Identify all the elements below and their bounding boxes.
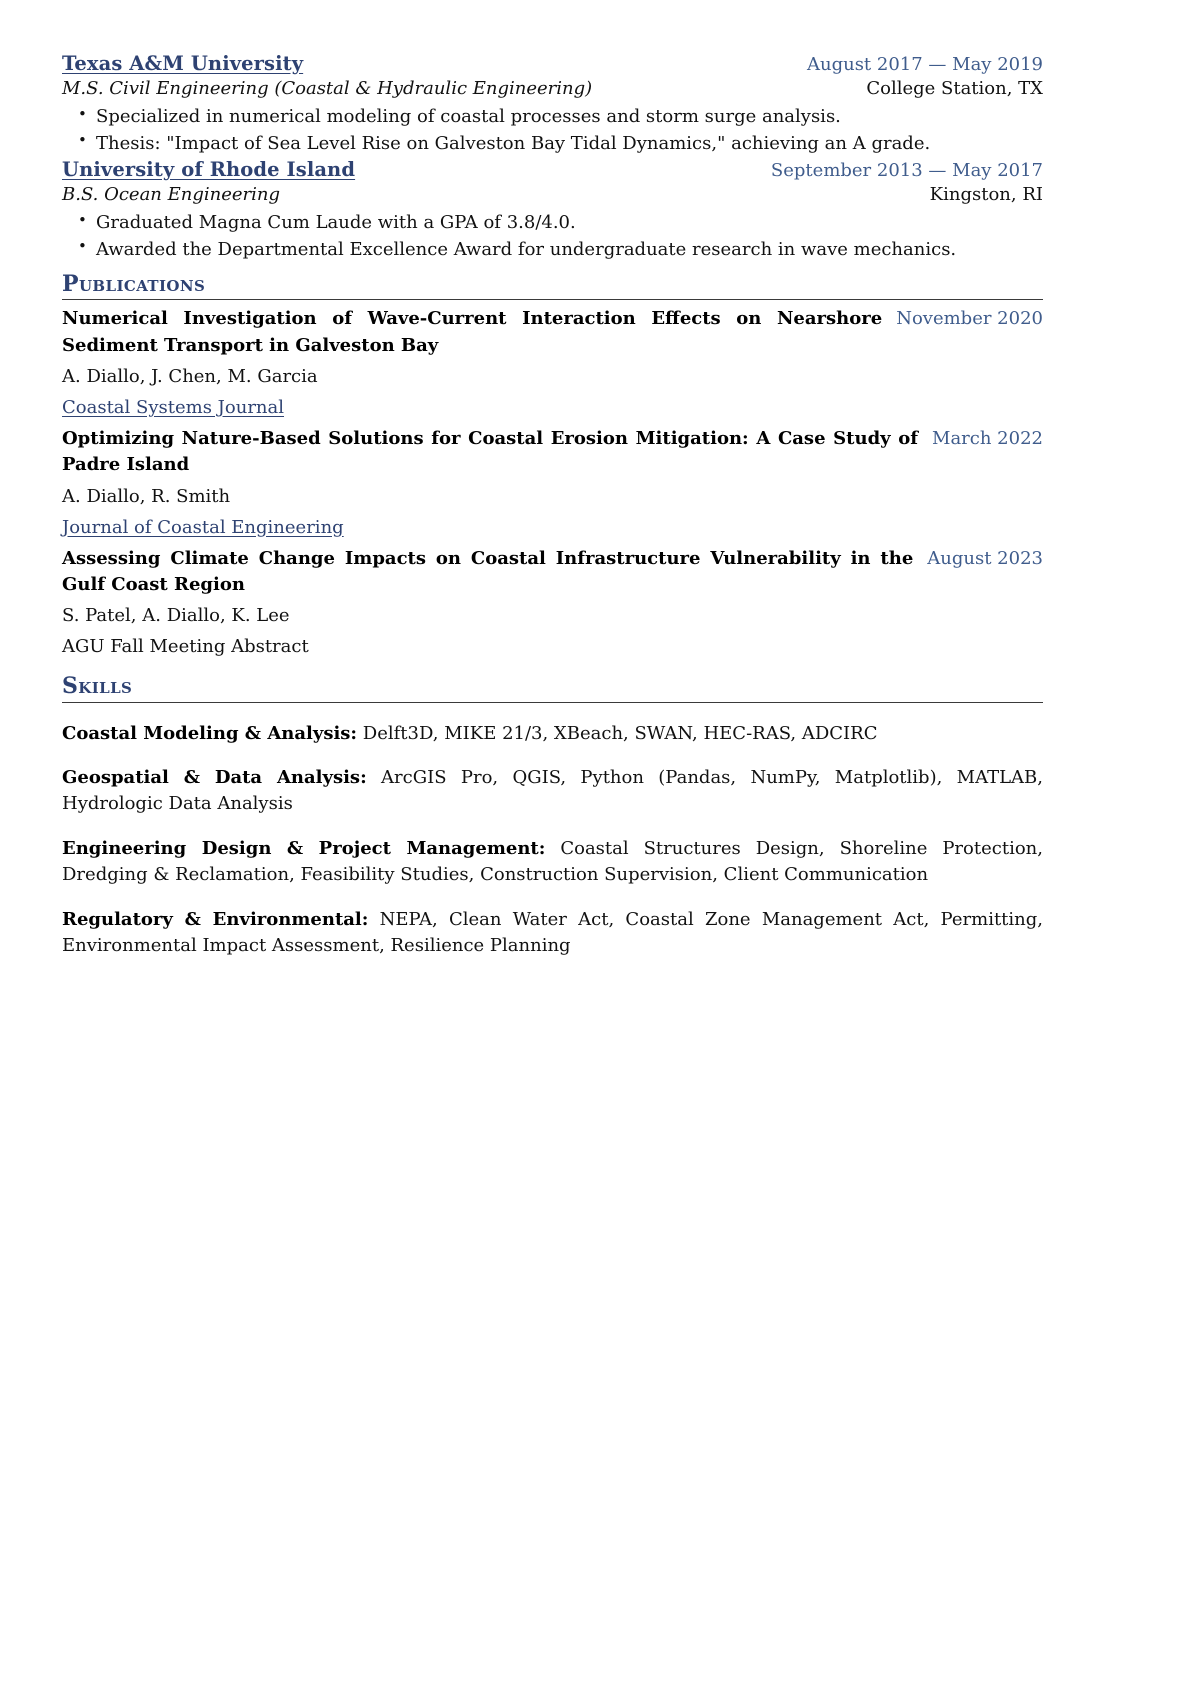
skill-category-label: Engineering Design & Project Management: [62,837,546,859]
publication-title-row [62,426,1043,479]
publication-title: Optimizing Nature-Based Solutions for Coastal Erosion Mitigation: A Case Study of Padre Island [62,428,919,476]
education-entry-header [62,52,1043,75]
education-institution-link[interactable]: Texas A&M University [62,52,304,75]
publication-item [62,546,1043,665]
education-date-range: August 2017 — May 2019 [806,54,1043,75]
publication-title: Numerical Investigation of Wave-Current Interaction Effects on Nearshore Sediment Transport in Galveston Bay [62,308,883,356]
skills-section [62,675,1043,959]
education-bullet-list [62,210,1043,262]
education-degree: M.S. Civil Engineering (Coastal & Hydraulic Engineering) [62,78,593,99]
education-entry [62,52,1043,156]
education-entry-subheader [62,78,1043,99]
skill-item-list: Coastal Structures Design, Shoreline Protection, Dredging & Reclamation, Feasibility Studies, Construction Supervision, Client Communication [62,837,1043,886]
section-divider [62,702,1043,703]
publication-venue-link[interactable]: Journal of Coastal Engineering [62,516,344,538]
publication-authors: S. Patel, A. Diallo, K. Lee [62,605,290,627]
publication-venue: AGU Fall Meeting Abstract [62,636,309,658]
education-entry-subheader [62,184,1043,205]
education-degree: B.S. Ocean Engineering [62,184,281,206]
education-entry-header [62,158,1043,181]
skill-category-label: Regulatory & Environmental: [62,908,369,930]
list-item: • Thesis: "Impact of Sea Level Rise on Galveston Bay Tidal Dynamics," achieving an A grade. [96,131,1043,157]
publication-title: Assessing Climate Change Impacts on Coastal Infrastructure Vulnerability in the Gulf Coast Region [62,547,914,595]
publication-title-row [62,306,1043,359]
skill-group [62,907,1043,960]
education-location: Kingston, RI [929,184,1043,206]
publication-date: March 2022 [932,428,1043,449]
skill-item-list: Delft3D, MIKE 21/3, XBeach, SWAN, HEC-RAS, ADCIRC [357,722,878,744]
skill-category-label: Geospatial & Data Analysis: [62,766,367,788]
publication-date: August 2023 [927,547,1043,569]
skill-item-list: NEPA, Clean Water Act, Coastal Zone Management Act, Permitting, Environmental Impact Assessment, Resilience Planning [62,908,1044,957]
publication-venue-link[interactable]: Coastal Systems Journal [62,396,285,418]
publications-section [62,273,1043,664]
education-bullet-list [62,104,1043,156]
skill-category-label: Coastal Modeling & Analysis: [62,722,358,744]
publication-authors: A. Diallo, J. Chen, M. Garcia [62,365,318,387]
publication-date: November 2020 [896,308,1043,330]
education-date-range: September 2013 — May 2017 [770,160,1043,182]
skill-group [62,836,1043,889]
publication-item [62,426,1043,545]
publication-title-row [62,546,1043,599]
education-institution-link[interactable]: University of Rhode Island [62,158,356,182]
section-divider [62,299,1043,300]
publication-item [62,306,1043,425]
skill-group [62,765,1043,818]
list-item: • Graduated Magna Cum Laude with a GPA of 3.8/4.0. [96,210,1043,236]
section-heading-publications: Publications [62,271,206,298]
education-location: College Station, TX [866,78,1043,99]
skill-group [62,721,1043,747]
resume-content [62,52,1043,960]
list-item: • Specialized in numerical modeling of coastal processes and storm surge analysis. [96,104,1043,130]
education-entry [62,158,1043,262]
publication-authors: A. Diallo, R. Smith [62,485,231,507]
list-item: • Awarded the Departmental Excellence Award for undergraduate research in wave mechanics. [96,237,1043,263]
skill-item-list: ArcGIS Pro, QGIS, Python (Pandas, NumPy, Matplotlib), MATLAB, Hydrologic Data Analysis [62,766,1043,815]
section-heading-skills: Skills [62,673,133,700]
